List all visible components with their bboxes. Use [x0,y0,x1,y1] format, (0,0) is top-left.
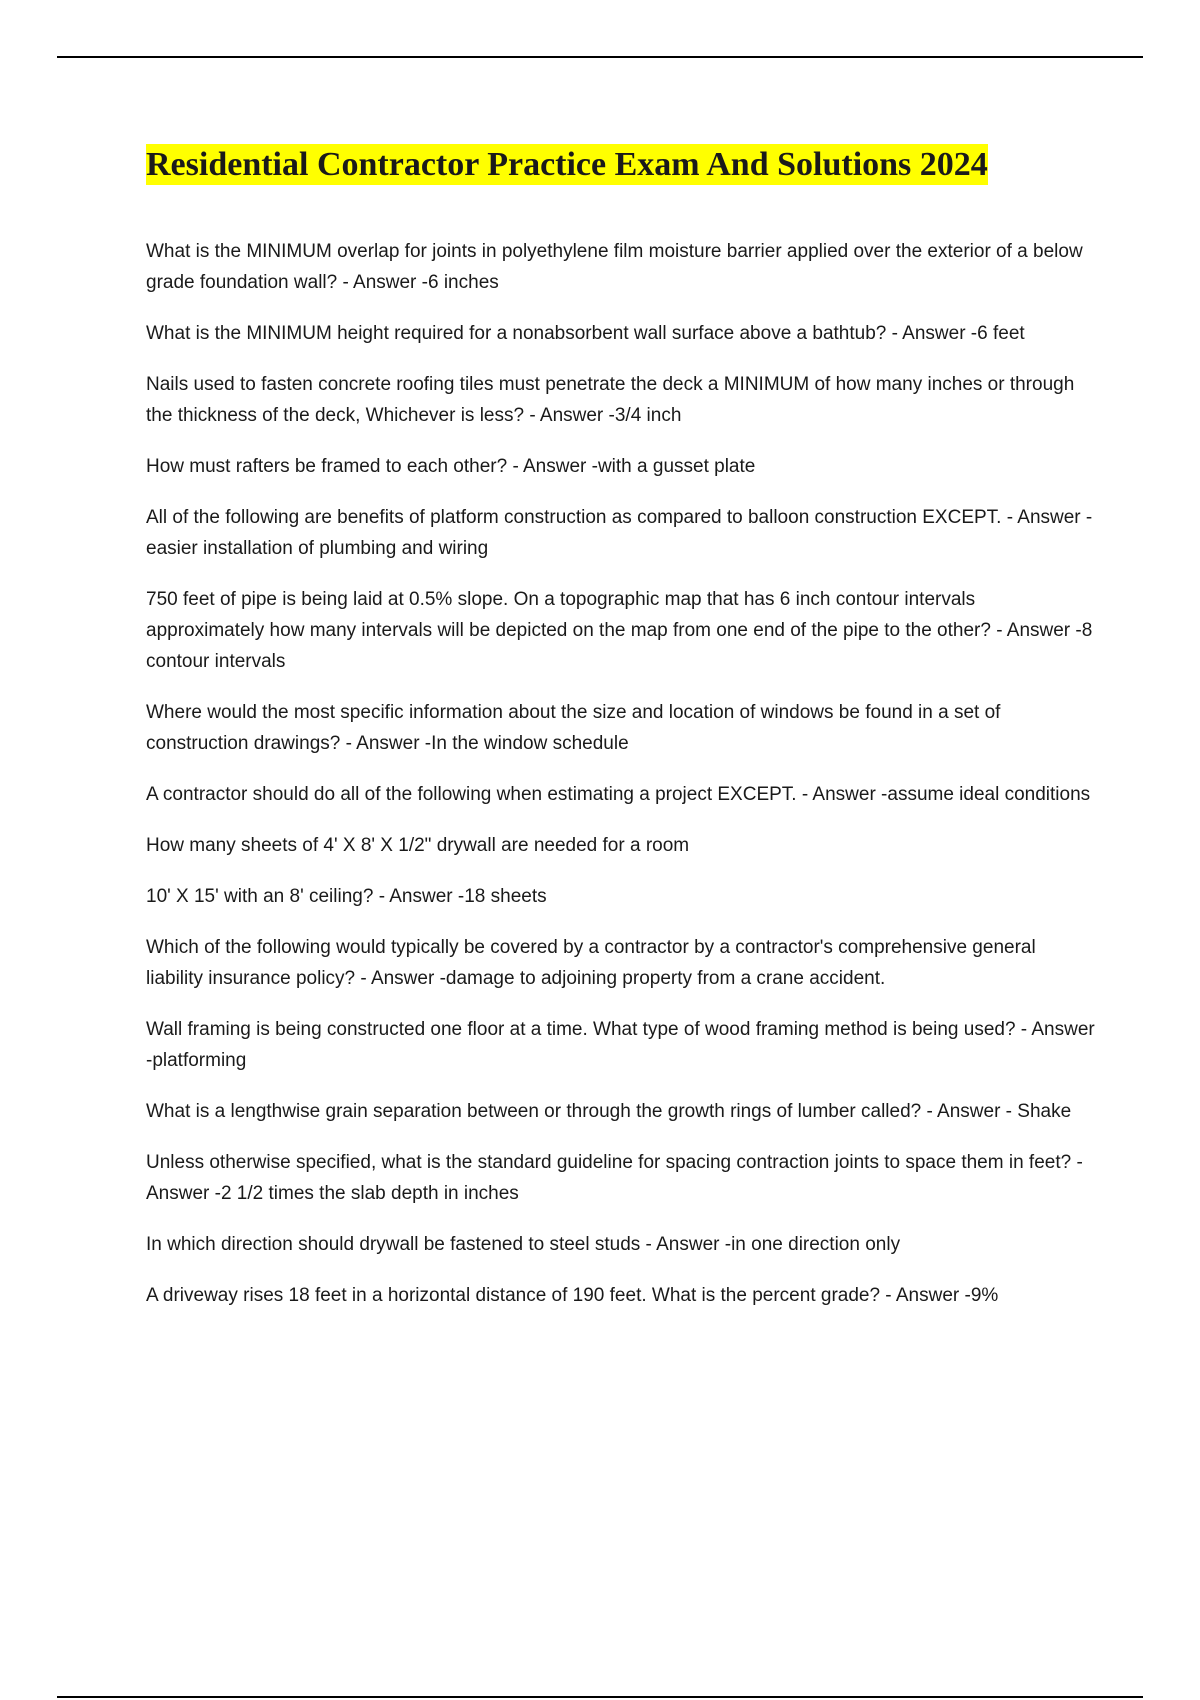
question-answer-item: 10' X 15' with an 8' ceiling? - Answer -18 sheets [146,886,547,907]
document-body [146,142,1096,1331]
question-answer-item: Wall framing is being constructed one floor at a time. What type of wood framing method is being used? - Answer -platforming [146,1019,1095,1071]
question-answer-item: In which direction should drywall be fastened to steel studs - Answer -in one direction only [146,1234,901,1255]
question-answer-item: Where would the most specific information about the size and location of windows be found in a set of construction drawings? - Answer -In the window schedule [146,702,1001,754]
question-answer-item: How many sheets of 4' X 8' X 1/2" drywall are needed for a room [146,835,690,856]
question-answer-item: 750 feet of pipe is being laid at 0.5% slope. On a topographic map that has 6 inch contour intervals approximately how many intervals will be depicted on the map from one end of the pipe to the other? - Answer -8 contour intervals [146,589,1093,672]
bottom-rule [57,1696,1143,1698]
question-answer-item: Nails used to fasten concrete roofing tiles must penetrate the deck a MINIMUM of how many inches or through the thickness of the deck, Whichever is less? - Answer -3/4 inch [146,374,1075,426]
question-answer-item: All of the following are benefits of platform construction as compared to balloon construction EXCEPT. - Answer -easier installation of plumbing and wiring [146,507,1093,559]
top-rule [57,56,1143,58]
question-answer-item: Which of the following would typically be covered by a contractor by a contractor's comprehensive general liability insurance policy? - Answer -damage to adjoining property from a crane accident. [146,937,1036,989]
question-answer-item: Unless otherwise specified, what is the standard guideline for spacing contraction joints to space them in feet? - Answer -2 1/2 times the slab depth in inches [146,1152,1083,1204]
question-answer-item: A driveway rises 18 feet in a horizontal distance of 190 feet. What is the percent grade? - Answer -9% [146,1285,999,1306]
question-answer-item: What is the MINIMUM height required for a nonabsorbent wall surface above a bathtub? - Answer -6 feet [146,323,1025,344]
question-answer-item: A contractor should do all of the following when estimating a project EXCEPT. - Answer -assume ideal conditions [146,784,1091,805]
question-answer-item: How must rafters be framed to each other? - Answer -with a gusset plate [146,456,756,477]
question-answer-item: What is a lengthwise grain separation between or through the growth rings of lumber called? - Answer - Shake [146,1101,1072,1122]
document-title: Residential Contractor Practice Exam And Solutions 2024 [146,146,988,183]
question-answer-item: What is the MINIMUM overlap for joints in polyethylene film moisture barrier applied over the exterior of a below grade foundation wall? - Answer -6 inches [146,241,1083,293]
title-block [146,142,1096,188]
